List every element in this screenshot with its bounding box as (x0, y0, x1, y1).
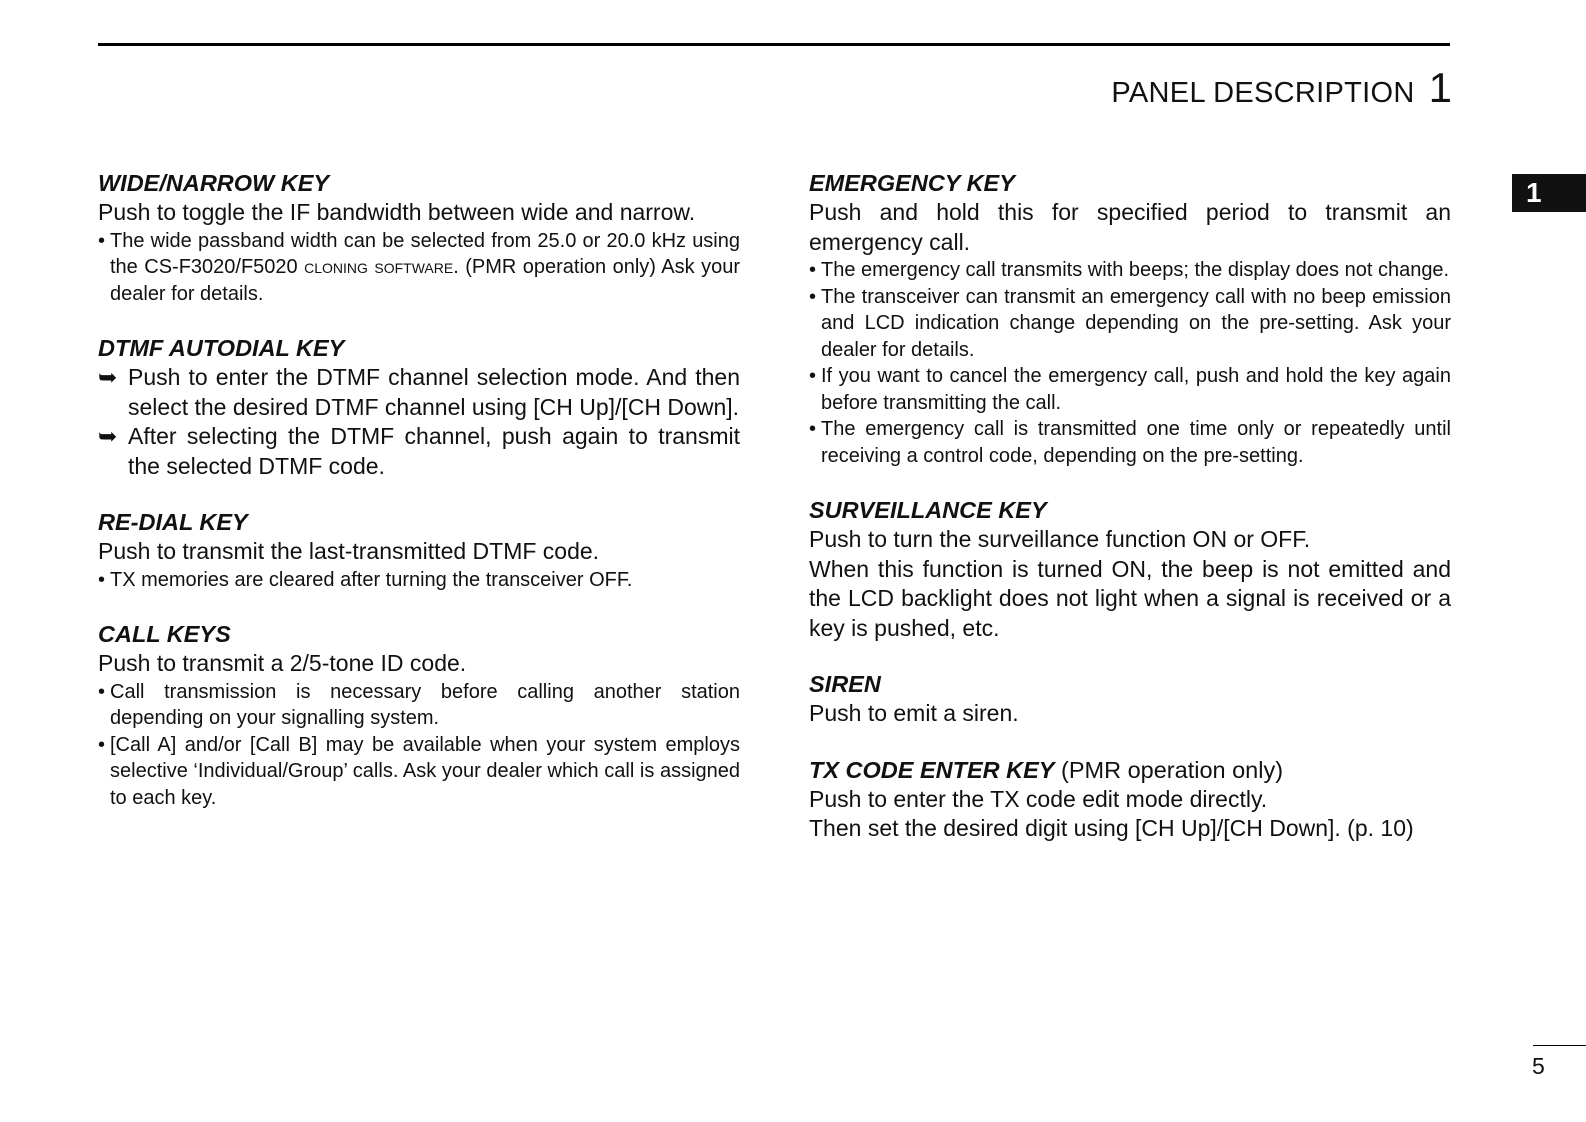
bullet-item: • The emergency call is transmitted one time only or repeatedly until receiving a control code, depending on the pre-setting. (809, 416, 1451, 469)
step-text: After selecting the DTMF channel, push again to transmit the selected DTMF code. (128, 423, 740, 479)
tx-code-enter-section (809, 755, 1451, 844)
footer-rule (1533, 1045, 1586, 1046)
left-column (98, 168, 740, 837)
section-heading: TX CODE ENTER KEY (809, 756, 1055, 783)
bullet-list (809, 257, 1451, 469)
bullet-item: • [Call A] and/or [Call B] may be available when your system employs selective ‘Individual/Group’ calls. Ask your dealer which call is assigned to each key. (98, 732, 740, 812)
call-keys-section (98, 619, 740, 811)
step-list (98, 363, 740, 481)
dtmf-autodial-section (98, 333, 740, 481)
chapter-number: 1 (1428, 64, 1452, 111)
section-heading: SIREN (809, 671, 881, 697)
section-heading: EMERGENCY KEY (809, 170, 1015, 196)
section-body: Push to transmit the last-transmitted DTMF code. (98, 538, 600, 564)
section-heading: DTMF AUTODIAL KEY (98, 335, 345, 361)
bullet-list (98, 679, 740, 812)
page-header (1111, 64, 1452, 112)
heading-note: (PMR operation only) (1054, 756, 1284, 783)
step-item (98, 422, 740, 481)
bullet-list (98, 228, 740, 308)
arrow-icon: ➥ (98, 423, 118, 449)
page-number: 5 (1532, 1053, 1545, 1079)
wide-narrow-section (98, 168, 740, 307)
chapter-tab: 1 (1512, 174, 1586, 212)
section-heading: CALL KEYS (98, 621, 231, 647)
section-heading: RE-DIAL KEY (98, 509, 248, 535)
arrow-icon: ➥ (98, 364, 118, 390)
section-body: When this function is turned ON, the beep is not emitted and the LCD backlight does not light when a signal is received or a key is pushed, etc. (809, 555, 1451, 641)
siren-section (809, 669, 1451, 729)
emergency-section (809, 168, 1451, 469)
section-heading: SURVEILLANCE KEY (809, 497, 1047, 523)
section-heading: WIDE/NARROW KEY (98, 170, 330, 196)
step-item (98, 363, 740, 422)
bullet-text: . (PMR operation only) Ask your dealer for details. (110, 256, 740, 305)
section-heading-row (809, 755, 1451, 785)
section-body: Push to emit a siren. (809, 700, 1019, 726)
software-name: cloning software (304, 256, 454, 278)
redial-section (98, 507, 740, 593)
surveillance-section (809, 495, 1451, 643)
bullet-item: • If you want to cancel the emergency call, push and hold the key again before transmitting the call. (809, 363, 1451, 416)
section-body: Push to transmit a 2/5-tone ID code. (98, 650, 467, 676)
bullet-item: • The transceiver can transmit an emergency call with no beep emission and LCD indication change depending on the pre-setting. Ask your dealer for details. (809, 284, 1451, 364)
bullet-text: The wide passband width can be selected from 25.0 or 20.0 kHz using the CS-F3020/F5020 (110, 229, 740, 278)
section-body: Push and hold this for specified period to transmit an emergency call. (809, 199, 1451, 255)
bullet-item: • Call transmission is necessary before calling another station depending on your signalling system. (98, 679, 740, 732)
top-rule (98, 43, 1450, 46)
section-body: Push to toggle the IF bandwidth between wide and narrow. (98, 199, 696, 225)
right-column (809, 168, 1451, 870)
bullet-list (98, 567, 740, 594)
bullet-item: • TX memories are cleared after turning the transceiver OFF. (98, 567, 740, 594)
step-text: Push to enter the DTMF channel selection mode. And then select the desired DTMF channel using [CH Up]/[CH Down]. (128, 364, 740, 420)
bullet-item (98, 228, 740, 308)
section-body: Push to enter the TX code edit mode directly. (809, 785, 1268, 812)
bullet-item: • The emergency call transmits with beeps; the display does not change. (809, 257, 1451, 284)
section-body: Push to turn the surveillance function ON or OFF. (809, 526, 1311, 552)
section-title: PANEL DESCRIPTION (1111, 77, 1415, 109)
section-body: Then set the desired digit using [CH Up]/[CH Down]. (p. 10) (809, 815, 1414, 841)
